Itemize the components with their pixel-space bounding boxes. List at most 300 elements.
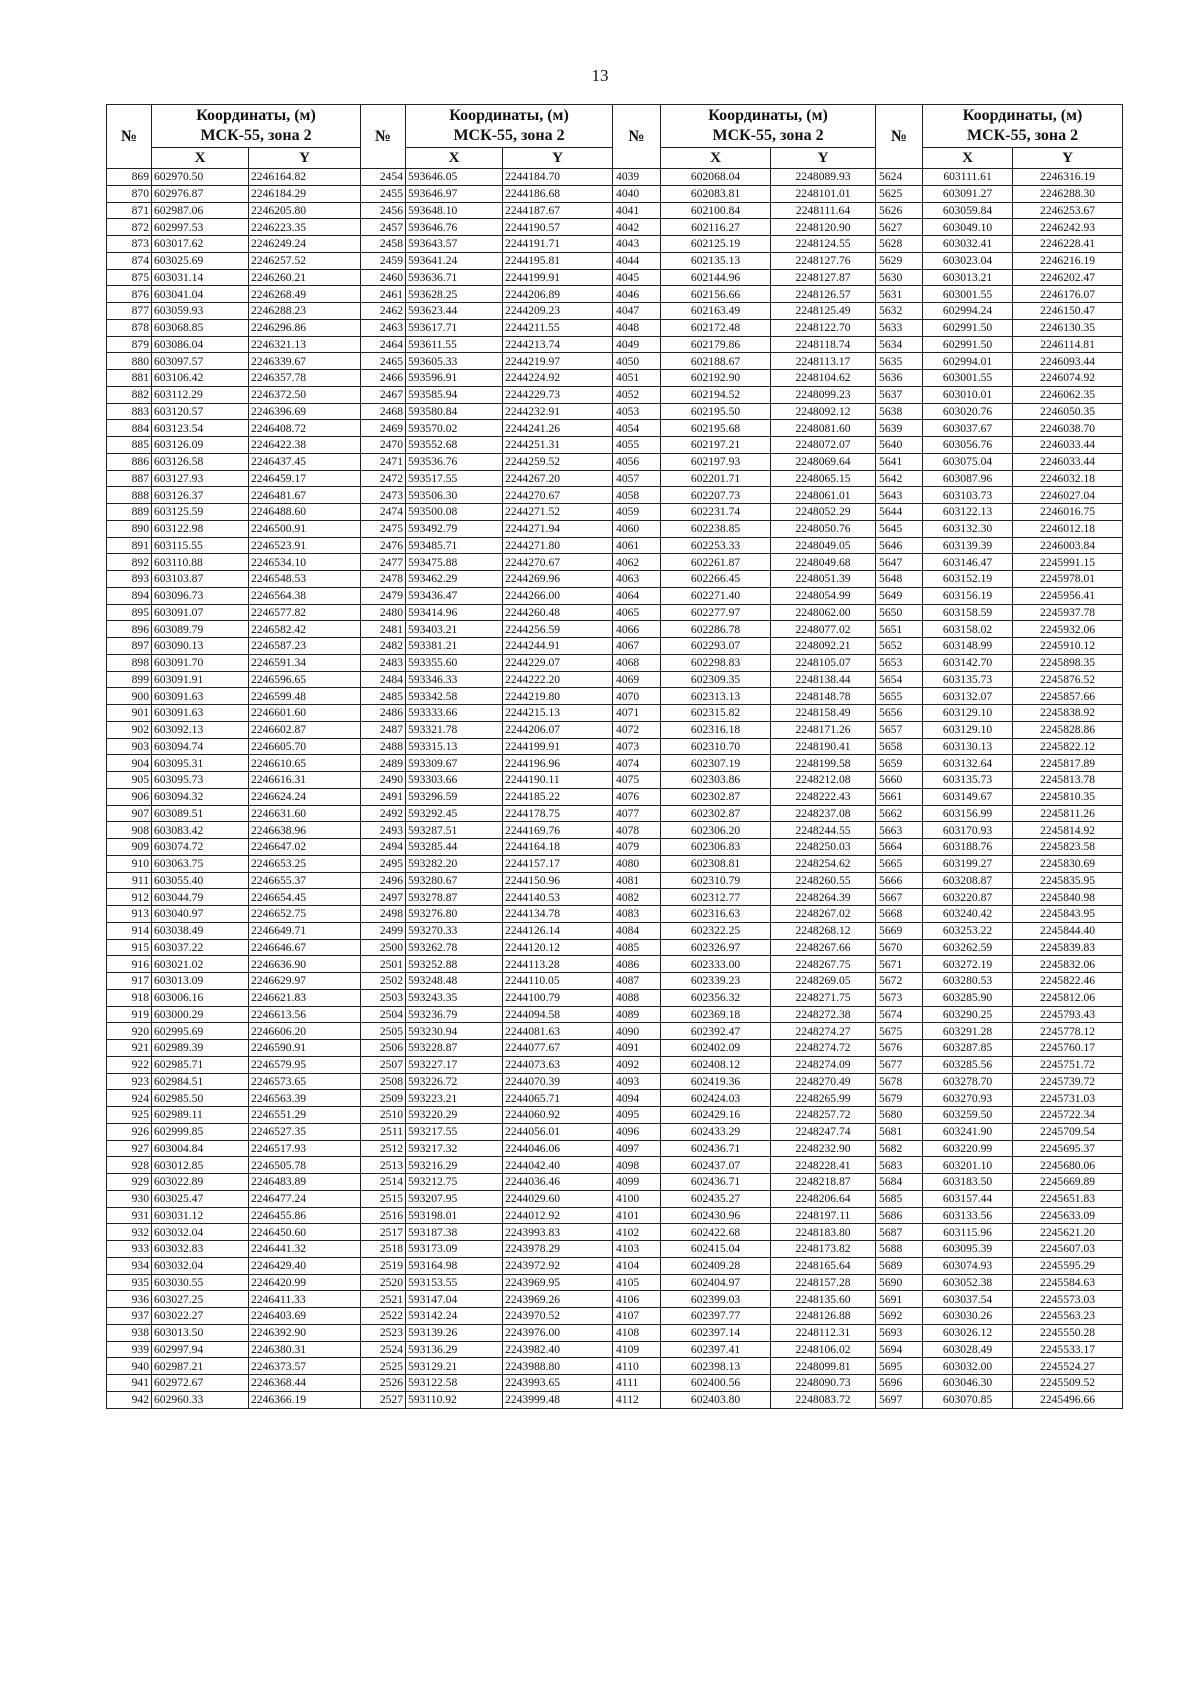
point-number: 902 — [107, 721, 152, 738]
y-coordinate: 2243970.52 — [503, 1308, 613, 1325]
y-coordinate: 2245621.20 — [1013, 1224, 1123, 1241]
point-number: 5696 — [876, 1375, 923, 1392]
y-coordinate: 2246631.60 — [249, 805, 361, 822]
table-row — [107, 973, 1123, 990]
y-coordinate: 2244164.18 — [503, 839, 613, 856]
y-coordinate: 2245739.72 — [1013, 1073, 1123, 1090]
x-coordinate: 603091.27 — [923, 185, 1013, 202]
y-coordinate: 2245823.58 — [1013, 839, 1123, 856]
point-number: 4047 — [613, 303, 661, 320]
x-coordinate: 603122.13 — [923, 504, 1013, 521]
x-coordinate: 603094.32 — [152, 788, 249, 805]
x-coordinate: 603025.47 — [152, 1190, 249, 1207]
y-coordinate: 2243976.00 — [503, 1324, 613, 1341]
y-coordinate: 2244266.00 — [503, 587, 613, 604]
point-number: 4106 — [613, 1291, 661, 1308]
x-coordinate: 593492.79 — [406, 520, 503, 537]
point-number: 4053 — [613, 403, 661, 420]
y-coordinate: 2245822.46 — [1013, 973, 1123, 990]
y-coordinate: 2245857.66 — [1013, 688, 1123, 705]
y-coordinate: 2246050.35 — [1013, 403, 1123, 420]
y-coordinate: 2244126.14 — [503, 922, 613, 939]
y-coordinate: 2244219.80 — [503, 688, 613, 705]
point-number: 5635 — [876, 353, 923, 370]
point-number: 899 — [107, 671, 152, 688]
point-number: 5679 — [876, 1090, 923, 1107]
y-coordinate: 2246223.35 — [249, 219, 361, 236]
point-number: 5647 — [876, 554, 923, 571]
table-row — [107, 755, 1123, 772]
point-number: 4064 — [613, 587, 661, 604]
y-coordinate: 2248244.55 — [771, 822, 876, 839]
point-number: 901 — [107, 705, 152, 722]
y-coordinate: 2248112.31 — [771, 1324, 876, 1341]
x-coordinate: 603041.04 — [152, 286, 249, 303]
point-number: 4076 — [613, 788, 661, 805]
table-row — [107, 1140, 1123, 1157]
x-coordinate: 603001.55 — [923, 370, 1013, 387]
x-coordinate: 603092.13 — [152, 721, 249, 738]
x-coordinate: 602989.39 — [152, 1040, 249, 1057]
point-number: 890 — [107, 520, 152, 537]
point-number: 5636 — [876, 370, 923, 387]
y-coordinate: 2246505.78 — [249, 1157, 361, 1174]
x-coordinate: 603170.93 — [923, 822, 1013, 839]
point-number: 5689 — [876, 1257, 923, 1274]
x-coordinate: 593164.98 — [406, 1257, 503, 1274]
x-coordinate: 603091.63 — [152, 688, 249, 705]
y-coordinate: 2244184.70 — [503, 169, 613, 186]
x-coordinate: 603026.12 — [923, 1324, 1013, 1341]
table-row — [107, 1040, 1123, 1057]
point-number: 4057 — [613, 470, 661, 487]
y-coordinate: 2246481.67 — [249, 487, 361, 504]
table-row — [107, 1207, 1123, 1224]
x-coordinate: 593485.71 — [406, 537, 503, 554]
point-number: 2505 — [361, 1023, 406, 1040]
coords-system: МСК-55, зона 2 — [453, 127, 565, 144]
x-coordinate: 602392.47 — [661, 1023, 771, 1040]
y-coordinate: 2248218.87 — [771, 1174, 876, 1191]
point-number: 4092 — [613, 1056, 661, 1073]
x-coordinate: 603052.38 — [923, 1274, 1013, 1291]
x-coordinate: 602197.93 — [661, 453, 771, 470]
coords-system: МСК-55, зона 2 — [712, 127, 824, 144]
point-number: 4049 — [613, 336, 661, 353]
x-coordinate: 603049.10 — [923, 219, 1013, 236]
x-coordinate: 602310.79 — [661, 872, 771, 889]
point-number: 2503 — [361, 989, 406, 1006]
x-coordinate: 593315.13 — [406, 738, 503, 755]
point-number: 5694 — [876, 1341, 923, 1358]
y-coordinate: 2246411.33 — [249, 1291, 361, 1308]
x-coordinate: 602309.35 — [661, 671, 771, 688]
x-coordinate: 603091.07 — [152, 604, 249, 621]
x-coordinate: 603139.39 — [923, 537, 1013, 554]
x-coordinate: 603132.07 — [923, 688, 1013, 705]
x-coordinate: 602231.74 — [661, 504, 771, 521]
table-row — [107, 169, 1123, 186]
y-coordinate: 2246563.39 — [249, 1090, 361, 1107]
x-coordinate: 602195.50 — [661, 403, 771, 420]
x-coordinate: 602188.67 — [661, 353, 771, 370]
point-number: 5674 — [876, 1006, 923, 1023]
y-coordinate: 2245978.01 — [1013, 571, 1123, 588]
y-coordinate: 2244042.40 — [503, 1157, 613, 1174]
y-coordinate: 2246114.81 — [1013, 336, 1123, 353]
table-row — [107, 1023, 1123, 1040]
x-coordinate: 603183.50 — [923, 1174, 1013, 1191]
point-number: 903 — [107, 738, 152, 755]
x-coordinate: 603259.50 — [923, 1107, 1013, 1124]
point-number: 2518 — [361, 1241, 406, 1258]
x-coordinate: 593217.55 — [406, 1123, 503, 1140]
point-number: 2483 — [361, 654, 406, 671]
x-coordinate: 603291.28 — [923, 1023, 1013, 1040]
x-coordinate: 602991.50 — [923, 319, 1013, 336]
y-coordinate: 2248099.23 — [771, 386, 876, 403]
table-row — [107, 1056, 1123, 1073]
y-coordinate: 2248274.72 — [771, 1040, 876, 1057]
num-header: № — [107, 105, 152, 169]
point-number: 2521 — [361, 1291, 406, 1308]
point-number: 917 — [107, 973, 152, 990]
point-number: 928 — [107, 1157, 152, 1174]
point-number: 2470 — [361, 437, 406, 454]
table-row — [107, 688, 1123, 705]
y-coordinate: 2244224.92 — [503, 370, 613, 387]
y-coordinate: 2246184.29 — [249, 185, 361, 202]
point-number: 2508 — [361, 1073, 406, 1090]
point-number: 4044 — [613, 252, 661, 269]
point-number: 4096 — [613, 1123, 661, 1140]
point-number: 2455 — [361, 185, 406, 202]
x-coordinate: 603120.57 — [152, 403, 249, 420]
coords-header — [661, 105, 876, 148]
x-coordinate: 593262.78 — [406, 939, 503, 956]
x-coordinate: 603075.04 — [923, 453, 1013, 470]
point-number: 5653 — [876, 654, 923, 671]
y-coordinate: 2248083.72 — [771, 1391, 876, 1408]
x-coordinate: 602985.50 — [152, 1090, 249, 1107]
point-number: 904 — [107, 755, 152, 772]
x-coordinate: 603241.90 — [923, 1123, 1013, 1140]
point-number: 5661 — [876, 788, 923, 805]
y-coordinate: 2246638.96 — [249, 822, 361, 839]
point-number: 4067 — [613, 638, 661, 655]
x-coordinate: 602207.73 — [661, 487, 771, 504]
y-coordinate: 2248237.08 — [771, 805, 876, 822]
y-coordinate: 2246205.80 — [249, 202, 361, 219]
x-coordinate: 603020.76 — [923, 403, 1013, 420]
point-number: 4079 — [613, 839, 661, 856]
y-coordinate: 2246392.90 — [249, 1324, 361, 1341]
y-coordinate: 2245811.26 — [1013, 805, 1123, 822]
y-coordinate: 2245813.78 — [1013, 772, 1123, 789]
y-coordinate: 2246527.35 — [249, 1123, 361, 1140]
x-coordinate: 602333.00 — [661, 956, 771, 973]
point-number: 5657 — [876, 721, 923, 738]
coordinates-table — [106, 104, 1123, 1409]
x-coordinate: 593248.48 — [406, 973, 503, 990]
point-number: 4093 — [613, 1073, 661, 1090]
x-coordinate: 602135.13 — [661, 252, 771, 269]
y-coordinate: 2246477.24 — [249, 1190, 361, 1207]
point-number: 4041 — [613, 202, 661, 219]
coords-system: МСК-55, зона 2 — [966, 127, 1079, 144]
y-coordinate: 2245835.95 — [1013, 872, 1123, 889]
x-coordinate: 603087.96 — [923, 470, 1013, 487]
table-row — [107, 1157, 1123, 1174]
y-coordinate: 2248049.68 — [771, 554, 876, 571]
x-coordinate: 593342.58 — [406, 688, 503, 705]
point-number: 5691 — [876, 1291, 923, 1308]
point-number: 2484 — [361, 671, 406, 688]
page-number: 13 — [591, 66, 609, 85]
x-coordinate: 602310.70 — [661, 738, 771, 755]
y-coordinate: 2245810.35 — [1013, 788, 1123, 805]
x-coordinate: 603032.41 — [923, 236, 1013, 253]
point-number: 4045 — [613, 269, 661, 286]
y-coordinate: 2248183.80 — [771, 1224, 876, 1241]
point-number: 5681 — [876, 1123, 923, 1140]
point-number: 4085 — [613, 939, 661, 956]
table-row — [107, 1123, 1123, 1140]
x-coordinate: 593333.66 — [406, 705, 503, 722]
y-coordinate: 2246150.47 — [1013, 303, 1123, 320]
y-coordinate: 2244222.20 — [503, 671, 613, 688]
y-coordinate: 2248118.74 — [771, 336, 876, 353]
point-number: 921 — [107, 1040, 152, 1057]
y-coordinate: 2246599.48 — [249, 688, 361, 705]
y-coordinate: 2246380.31 — [249, 1341, 361, 1358]
table-row — [107, 303, 1123, 320]
x-coordinate: 602408.12 — [661, 1056, 771, 1073]
point-number: 4062 — [613, 554, 661, 571]
x-coordinate: 602306.20 — [661, 822, 771, 839]
x-coordinate: 603004.84 — [152, 1140, 249, 1157]
x-coordinate: 602419.36 — [661, 1073, 771, 1090]
x-coordinate: 603290.25 — [923, 1006, 1013, 1023]
point-number: 2458 — [361, 236, 406, 253]
point-number: 930 — [107, 1190, 152, 1207]
point-number: 4070 — [613, 688, 661, 705]
point-number: 5668 — [876, 906, 923, 923]
y-coordinate: 2248157.28 — [771, 1274, 876, 1291]
point-number: 5655 — [876, 688, 923, 705]
coordinates-table-wrapper — [106, 104, 1122, 1409]
table-row — [107, 437, 1123, 454]
x-coordinate: 602322.25 — [661, 922, 771, 939]
x-coordinate: 603158.59 — [923, 604, 1013, 621]
point-number: 2475 — [361, 520, 406, 537]
x-coordinate: 602976.87 — [152, 185, 249, 202]
point-number: 4051 — [613, 370, 661, 387]
x-coordinate: 602430.96 — [661, 1207, 771, 1224]
y-coordinate: 2245731.03 — [1013, 1090, 1123, 1107]
y-coordinate: 2245778.12 — [1013, 1023, 1123, 1040]
x-coordinate: 593147.04 — [406, 1291, 503, 1308]
x-coordinate: 603285.56 — [923, 1056, 1013, 1073]
point-number: 4089 — [613, 1006, 661, 1023]
y-coordinate: 2244134.78 — [503, 906, 613, 923]
table-row — [107, 1341, 1123, 1358]
x-coordinate: 593605.33 — [406, 353, 503, 370]
y-coordinate: 2248268.12 — [771, 922, 876, 939]
y-coordinate: 2244251.31 — [503, 437, 613, 454]
point-number: 4101 — [613, 1207, 661, 1224]
point-number: 5629 — [876, 252, 923, 269]
point-number: 4102 — [613, 1224, 661, 1241]
point-number: 871 — [107, 202, 152, 219]
y-coordinate: 2248052.29 — [771, 504, 876, 521]
y-coordinate: 2245793.43 — [1013, 1006, 1123, 1023]
y-coordinate: 2248267.75 — [771, 956, 876, 973]
y-header: Y — [771, 148, 876, 169]
point-number: 5627 — [876, 219, 923, 236]
table-row — [107, 286, 1123, 303]
x-coordinate: 602984.51 — [152, 1073, 249, 1090]
y-coordinate: 2248124.55 — [771, 236, 876, 253]
point-number: 5688 — [876, 1241, 923, 1258]
x-coordinate: 603074.93 — [923, 1257, 1013, 1274]
x-coordinate: 603095.39 — [923, 1241, 1013, 1258]
y-coordinate: 2245937.78 — [1013, 604, 1123, 621]
x-coordinate: 603272.19 — [923, 956, 1013, 973]
x-coordinate: 602156.66 — [661, 286, 771, 303]
y-coordinate: 2246422.38 — [249, 437, 361, 454]
point-number: 941 — [107, 1375, 152, 1392]
x-coordinate: 603044.79 — [152, 889, 249, 906]
y-coordinate: 2245822.12 — [1013, 738, 1123, 755]
y-coordinate: 2246455.86 — [249, 1207, 361, 1224]
point-number: 2520 — [361, 1274, 406, 1291]
y-coordinate: 2248267.02 — [771, 906, 876, 923]
y-coordinate: 2246613.56 — [249, 1006, 361, 1023]
x-coordinate: 603129.10 — [923, 721, 1013, 738]
y-coordinate: 2246033.44 — [1013, 437, 1123, 454]
point-number: 907 — [107, 805, 152, 822]
y-coordinate: 2244169.76 — [503, 822, 613, 839]
y-coordinate: 2243999.48 — [503, 1391, 613, 1408]
point-number: 2515 — [361, 1190, 406, 1207]
x-coordinate: 603123.54 — [152, 420, 249, 437]
table-row — [107, 487, 1123, 504]
y-coordinate: 2244271.80 — [503, 537, 613, 554]
y-coordinate: 2248089.93 — [771, 169, 876, 186]
y-coordinate: 2243993.83 — [503, 1224, 613, 1241]
point-number: 2463 — [361, 319, 406, 336]
x-coordinate: 603091.63 — [152, 705, 249, 722]
x-coordinate: 603126.58 — [152, 453, 249, 470]
point-number: 923 — [107, 1073, 152, 1090]
y-coordinate: 2246403.69 — [249, 1308, 361, 1325]
point-number: 920 — [107, 1023, 152, 1040]
point-number: 2467 — [361, 386, 406, 403]
x-coordinate: 603022.89 — [152, 1174, 249, 1191]
point-number: 872 — [107, 219, 152, 236]
x-coordinate: 593223.21 — [406, 1090, 503, 1107]
x-coordinate: 593217.32 — [406, 1140, 503, 1157]
x-header: X — [152, 148, 249, 169]
y-coordinate: 2244060.92 — [503, 1107, 613, 1124]
point-number: 4042 — [613, 219, 661, 236]
y-coordinate: 2244185.22 — [503, 788, 613, 805]
point-number: 926 — [107, 1123, 152, 1140]
point-number: 5637 — [876, 386, 923, 403]
table-row — [107, 772, 1123, 789]
y-coordinate: 2246012.18 — [1013, 520, 1123, 537]
y-coordinate: 2248260.55 — [771, 872, 876, 889]
y-coordinate: 2244206.07 — [503, 721, 613, 738]
y-coordinate: 2245844.40 — [1013, 922, 1123, 939]
y-coordinate: 2248099.81 — [771, 1358, 876, 1375]
x-coordinate: 593641.24 — [406, 252, 503, 269]
x-coordinate: 603094.74 — [152, 738, 249, 755]
x-coordinate: 593648.10 — [406, 202, 503, 219]
x-coordinate: 602409.28 — [661, 1257, 771, 1274]
y-coordinate: 2245843.95 — [1013, 906, 1123, 923]
y-coordinate: 2244100.79 — [503, 989, 613, 1006]
y-coordinate: 2244094.58 — [503, 1006, 613, 1023]
x-coordinate: 593212.75 — [406, 1174, 503, 1191]
y-coordinate: 2245814.92 — [1013, 822, 1123, 839]
y-coordinate: 2248051.39 — [771, 571, 876, 588]
y-coordinate: 2248274.27 — [771, 1023, 876, 1040]
y-coordinate: 2246654.45 — [249, 889, 361, 906]
y-coordinate: 2246420.99 — [249, 1274, 361, 1291]
y-coordinate: 2246582.42 — [249, 621, 361, 638]
x-coordinate: 593139.26 — [406, 1324, 503, 1341]
x-coordinate: 602201.71 — [661, 470, 771, 487]
x-coordinate: 593506.30 — [406, 487, 503, 504]
x-coordinate: 602306.83 — [661, 839, 771, 856]
x-coordinate: 603040.97 — [152, 906, 249, 923]
point-number: 2480 — [361, 604, 406, 621]
y-coordinate: 2246591.34 — [249, 654, 361, 671]
x-coordinate: 603068.85 — [152, 319, 249, 336]
y-coordinate: 2245709.54 — [1013, 1123, 1123, 1140]
y-coordinate: 2244036.46 — [503, 1174, 613, 1191]
point-number: 887 — [107, 470, 152, 487]
y-coordinate: 2245496.66 — [1013, 1391, 1123, 1408]
x-coordinate: 603055.40 — [152, 872, 249, 889]
point-number: 4111 — [613, 1375, 661, 1392]
y-coordinate: 2244229.73 — [503, 386, 613, 403]
coords-header — [923, 105, 1123, 148]
num-header: № — [876, 105, 923, 169]
point-number: 2462 — [361, 303, 406, 320]
x-coordinate: 603017.62 — [152, 236, 249, 253]
x-coordinate: 602194.52 — [661, 386, 771, 403]
point-number: 5671 — [876, 956, 923, 973]
point-number: 4084 — [613, 922, 661, 939]
x-coordinate: 602266.45 — [661, 571, 771, 588]
x-coordinate: 602339.23 — [661, 973, 771, 990]
y-coordinate: 2244196.96 — [503, 755, 613, 772]
y-coordinate: 2246577.82 — [249, 604, 361, 621]
point-number: 2468 — [361, 403, 406, 420]
x-coordinate: 602100.84 — [661, 202, 771, 219]
point-number: 886 — [107, 453, 152, 470]
point-number: 5644 — [876, 504, 923, 521]
y-coordinate: 2248072.07 — [771, 437, 876, 454]
x-coordinate: 603021.02 — [152, 956, 249, 973]
x-coordinate: 593570.02 — [406, 420, 503, 437]
y-coordinate: 2244187.67 — [503, 202, 613, 219]
x-coordinate: 593226.72 — [406, 1073, 503, 1090]
y-coordinate: 2246636.90 — [249, 956, 361, 973]
